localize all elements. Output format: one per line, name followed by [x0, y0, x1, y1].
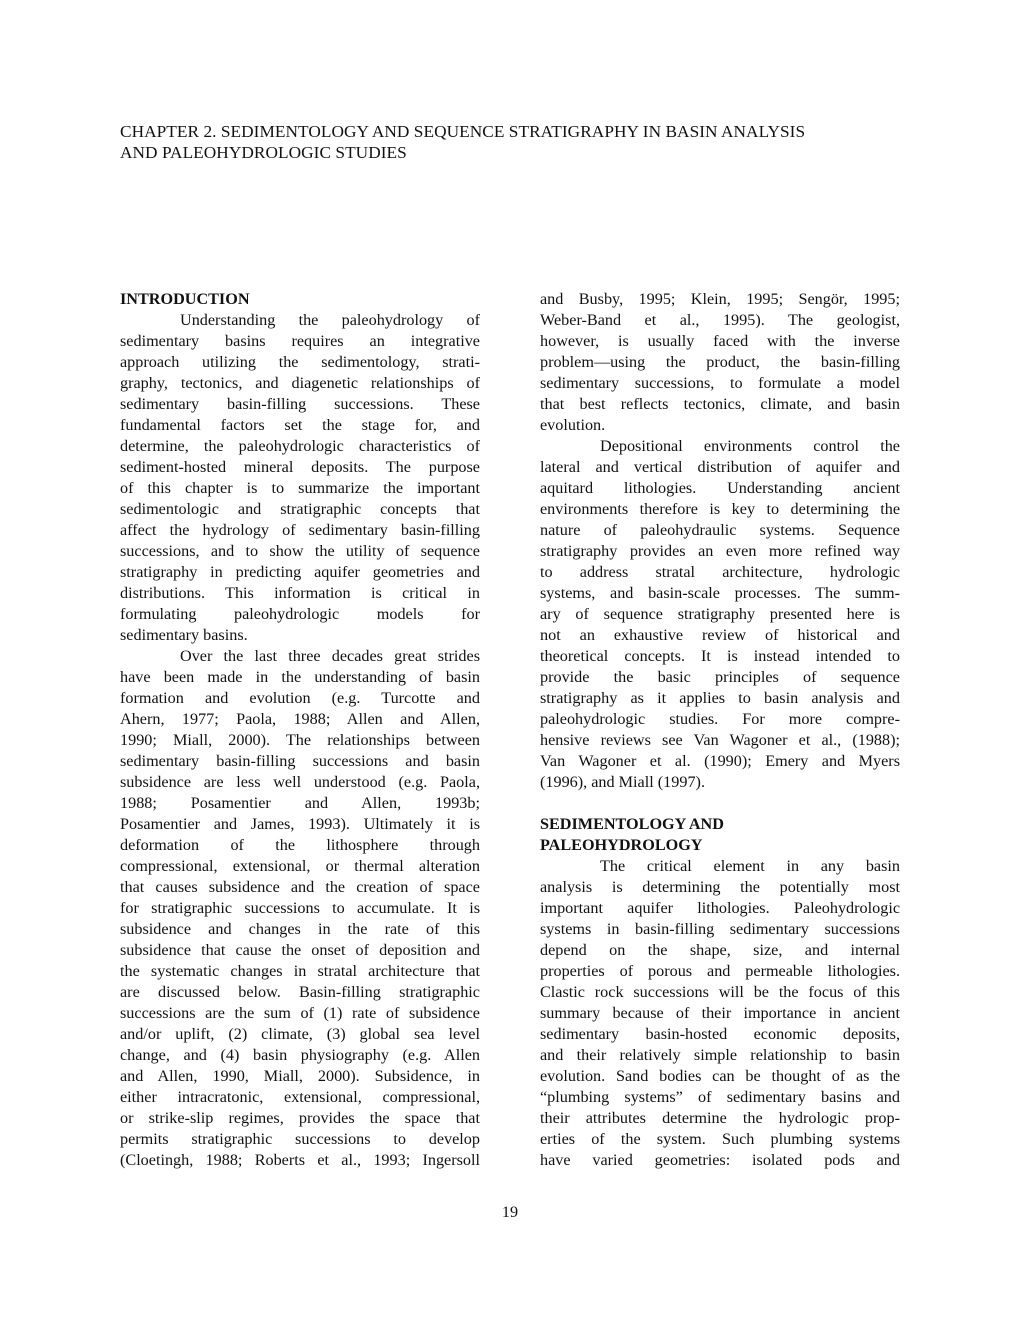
text-line: properties of porous and permeable lithologies. — [540, 962, 900, 980]
text-line: compressional, extensional, or thermal alteration — [120, 857, 480, 875]
text-line: sediment-hosted mineral deposits. The purpose — [120, 458, 480, 476]
text-line: stratigraphy as it applies to basin analysis and — [540, 689, 900, 707]
text-line: and/or uplift, (2) climate, (3) global sea level — [120, 1025, 480, 1043]
text-line: graphy, tectonics, and diagenetic relationships of — [120, 374, 480, 392]
text-line: ary of sequence stratigraphy presented here is — [540, 605, 900, 623]
text-line: successions, and to show the utility of sequence — [120, 542, 480, 560]
chapter-title-line-2: AND PALEOHYDROLOGIC STUDIES — [120, 143, 407, 162]
text-line: have varied geometries: isolated pods and — [540, 1151, 900, 1169]
section-heading-sedimentology-line-1: SEDIMENTOLOGY AND — [540, 815, 724, 833]
text-line: systems in basin-filling sedimentary successions — [540, 920, 900, 938]
text-line: Posamentier and James, 1993). Ultimately it is — [120, 815, 480, 833]
chapter-title-line-1: CHAPTER 2. SEDIMENTOLOGY AND SEQUENCE STRATIGRAPHY IN BASIN ANALYSIS — [120, 122, 806, 141]
text-line: and Busby, 1995; Klein, 1995; Sengör, 1995; — [540, 290, 900, 308]
text-line: problem—using the product, the basin-filling — [540, 353, 900, 371]
text-line: Understanding the paleohydrology of — [180, 311, 480, 329]
text-line: erties of the system. Such plumbing systems — [540, 1130, 900, 1148]
text-line: affect the hydrology of sedimentary basin-filling — [120, 521, 480, 539]
text-line: sedimentary basins requires an integrative — [120, 332, 480, 350]
text-line: subsidence that cause the onset of deposition and — [120, 941, 480, 959]
text-line: permits stratigraphic successions to develop — [120, 1130, 480, 1148]
text-line: the systematic changes in stratal architecture that — [120, 962, 480, 980]
text-line: and Allen, 1990, Miall, 2000). Subsidence, in — [120, 1067, 480, 1085]
text-line: The critical element in any basin — [600, 857, 900, 875]
text-line: important aquifer lithologies. Paleohydrologic — [540, 899, 900, 917]
text-line: change, and (4) basin physiography (e.g. Allen — [120, 1046, 480, 1064]
text-line: have been made in the understanding of basin — [120, 668, 480, 686]
text-line: Van Wagoner et al. (1990); Emery and Myers — [540, 752, 900, 770]
introduction-body — [120, 310, 480, 1171]
text-line: their attributes determine the hydrologic prop- — [540, 1109, 900, 1127]
text-line: lateral and vertical distribution of aquifer and — [540, 458, 900, 476]
text-line: evolution. — [540, 416, 606, 434]
text-line: hensive reviews see Van Wagoner et al., (1988); — [540, 731, 900, 749]
text-line: for stratigraphic successions to accumulate. It is — [120, 899, 480, 917]
page-number: 19 — [501, 1203, 519, 1221]
text-line: Ahern, 1977; Paola, 1988; Allen and Allen, — [120, 710, 480, 728]
text-line: environments therefore is key to determining the — [540, 500, 900, 518]
text-line: provide the basic principles of sequence — [540, 668, 900, 686]
text-line: stratigraphy provides an even more refined way — [540, 542, 900, 560]
text-line: sedimentary basin-hosted economic deposits, — [540, 1025, 900, 1043]
introduction-body-continued — [540, 289, 900, 793]
text-line: either intracratonic, extensional, compressional, — [120, 1088, 480, 1106]
text-line: sedimentary successions, to formulate a model — [540, 374, 900, 392]
section-heading-sedimentology-line-2: PALEOHYDROLOGY — [540, 836, 703, 854]
sedimentology-body — [540, 856, 900, 1171]
text-line: and their relatively simple relationship to basin — [540, 1046, 900, 1064]
text-line: formulating paleohydrologic models for — [120, 605, 480, 623]
text-line: formation and evolution (e.g. Turcotte and — [120, 689, 480, 707]
text-line: 1990; Miall, 2000). The relationships between — [120, 731, 480, 749]
text-line: subsidence and changes in the rate of this — [120, 920, 480, 938]
text-line: fundamental factors set the stage for, and — [120, 416, 480, 434]
right-column — [540, 289, 900, 1171]
text-line: Depositional environments control the — [600, 437, 900, 455]
text-line: Weber-Band et al., 1995). The geologist, — [540, 311, 900, 329]
text-line: however, is usually faced with the inverse — [540, 332, 900, 350]
text-line: systems, and basin-scale processes. The summ- — [540, 584, 900, 602]
text-line: sedimentary basins. — [120, 626, 248, 644]
left-column — [120, 289, 480, 1171]
text-line: (Cloetingh, 1988; Roberts et al., 1993; Ingersoll — [120, 1151, 480, 1169]
text-line: subsidence are less well understood (e.g. Paola, — [120, 773, 480, 791]
text-line: analysis is determining the potentially most — [540, 878, 900, 896]
text-line: 1988; Posamentier and Allen, 1993b; — [120, 794, 480, 812]
text-line: evolution. Sand bodies can be thought of as the — [540, 1067, 900, 1085]
section-heading-introduction: INTRODUCTION — [120, 290, 250, 308]
text-line: are discussed below. Basin-filling stratigraphic — [120, 983, 480, 1001]
text-line: sedimentologic and stratigraphic concepts that — [120, 500, 480, 518]
text-line: of this chapter is to summarize the important — [120, 479, 480, 497]
text-line: that best reflects tectonics, climate, and basin — [540, 395, 900, 413]
text-line: not an exhaustive review of historical and — [540, 626, 900, 644]
text-line: stratigraphy in predicting aquifer geometries and — [120, 563, 480, 581]
text-line: or strike-slip regimes, provides the space that — [120, 1109, 480, 1127]
text-line: Over the last three decades great strides — [180, 647, 480, 665]
text-line: successions are the sum of (1) rate of subsidence — [120, 1004, 480, 1022]
text-line: deformation of the lithosphere through — [120, 836, 480, 854]
text-line: depend on the shape, size, and internal — [540, 941, 900, 959]
text-line: sedimentary basin-filling successions. These — [120, 395, 480, 413]
text-line: aquitard lithologies. Understanding ancient — [540, 479, 900, 497]
text-line: paleohydrologic studies. For more compre- — [540, 710, 900, 728]
text-line: Clastic rock successions will be the focus of this — [540, 983, 900, 1001]
text-line: (1996), and Miall (1997). — [540, 773, 705, 791]
text-line: to address stratal architecture, hydrologic — [540, 563, 900, 581]
text-line: summary because of their importance in ancient — [540, 1004, 900, 1022]
chapter-title — [120, 121, 910, 163]
text-line: nature of paleohydraulic systems. Sequence — [540, 521, 900, 539]
text-line: theoretical concepts. It is instead intended to — [540, 647, 900, 665]
text-line: “plumbing systems” of sedimentary basins and — [540, 1088, 900, 1106]
text-line: that causes subsidence and the creation of space — [120, 878, 480, 896]
section-gap — [540, 793, 900, 814]
text-line: sedimentary basin-filling successions and basin — [120, 752, 480, 770]
text-line: distributions. This information is critical in — [120, 584, 480, 602]
text-line: approach utilizing the sedimentology, strati- — [120, 353, 480, 371]
text-line: determine, the paleohydrologic characteristics of — [120, 437, 480, 455]
